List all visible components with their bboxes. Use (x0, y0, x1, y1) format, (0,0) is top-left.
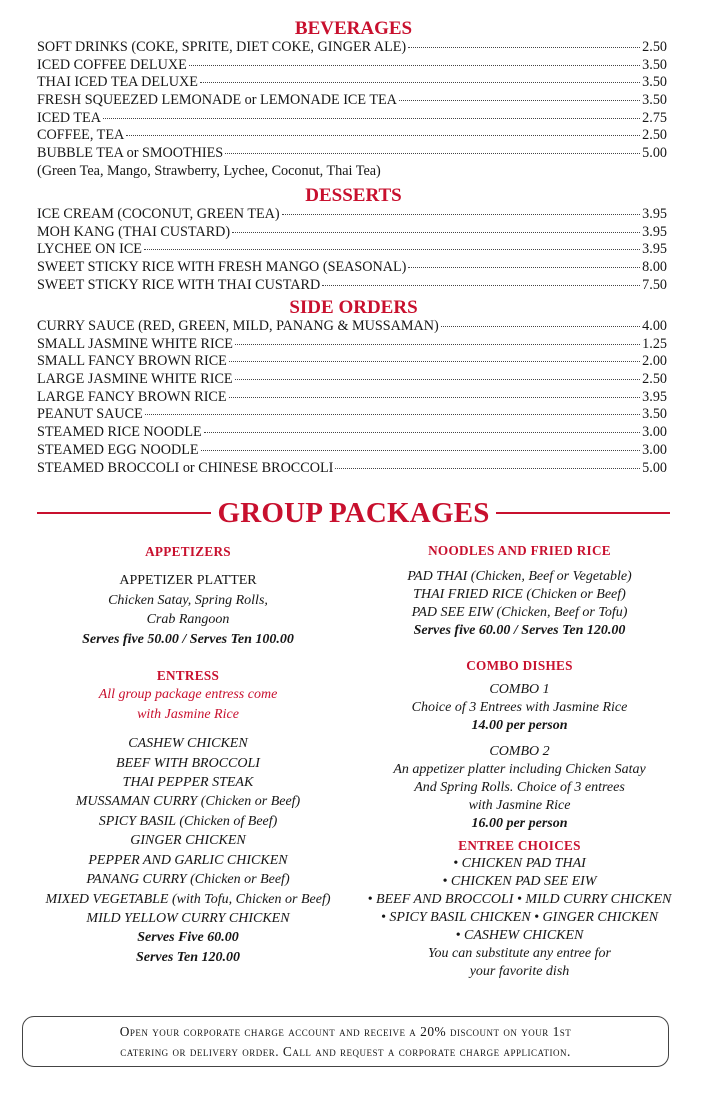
item-price: 2.50 (642, 39, 667, 55)
menu-item (37, 127, 667, 145)
dot-leader (408, 47, 640, 48)
dot-leader (229, 397, 641, 398)
item-price: 2.75 (642, 109, 667, 126)
item-name: ICE CREAM (COCONUT, GREEN TEA) (37, 206, 280, 222)
dot-leader (103, 118, 640, 119)
appetizer-platter-desc: Chicken Satay, Spring Rolls, (108, 592, 268, 608)
noodle-item: PAD THAI (Chicken, Beef or Vegetable) (407, 569, 632, 584)
entree-choices-heading: ENTREE CHOICES (458, 838, 581, 853)
combo2-desc: with Jasmine Rice (468, 798, 571, 813)
dot-leader (126, 135, 640, 136)
substitution-note: You can substitute any entree for (428, 946, 611, 961)
noodles-heading: NOODLES AND FRIED RICE (428, 543, 611, 558)
desserts-title: DESSERTS (305, 185, 402, 206)
entree-item: CASHEW CHICKEN (128, 736, 248, 752)
item-price: 2.00 (642, 353, 667, 370)
dot-leader (189, 65, 640, 66)
dot-leader (204, 432, 640, 433)
group-packages-header (37, 496, 670, 530)
menu-item (37, 224, 667, 242)
menu-item (37, 74, 667, 92)
item-name: STEAMED EGG NOODLE (37, 441, 199, 458)
menu-item (37, 145, 667, 163)
item-name: SWEET STICKY RICE WITH THAI CUSTARD (37, 276, 321, 293)
item-name: FRESH SQUEEZED LEMONADE or LEMONADE ICE TEA (37, 92, 397, 109)
divider-right (496, 512, 670, 513)
side-orders-list (37, 318, 667, 477)
item-price: 3.50 (642, 74, 667, 91)
dot-leader (408, 267, 640, 268)
combo1-desc: Choice of 3 Entrees with Jasmine Rice (411, 700, 628, 715)
item-name: SWEET STICKY RICE WITH FRESH MANGO (SEASONAL) (37, 259, 407, 276)
entree-item: BEEF WITH BROCCOLI (116, 755, 260, 771)
dot-leader (441, 326, 640, 327)
dot-leader (282, 214, 641, 215)
menu-item (37, 206, 667, 224)
entree-item: MILD YELLOW CURRY CHICKEN (86, 910, 290, 926)
menu-item (37, 353, 667, 371)
item-price: 8.00 (642, 259, 667, 276)
desserts-list (37, 206, 667, 294)
item-price: 5.00 (642, 459, 667, 476)
right-column (352, 542, 687, 981)
menu-item (37, 460, 667, 478)
combo2-title: COMBO 2 (489, 744, 550, 759)
item-name: COFFEE, TEA (37, 127, 125, 144)
corporate-account-notice (22, 1016, 669, 1067)
entress-serves-five: Serves Five 60.00 (137, 930, 239, 946)
item-price: 4.00 (642, 318, 667, 334)
bubble-tea-flavors: (Green Tea, Mango, Strawberry, Lychee, Coconut, Thai Tea) (37, 162, 381, 179)
entree-item: PEPPER AND GARLIC CHICKEN (88, 852, 288, 868)
noodle-item: PAD SEE EIW (Chicken, Beef or Tofu) (411, 605, 628, 620)
item-name: ICED COFFEE DELUXE (37, 56, 187, 73)
noodles-serves-price: Serves five 60.00 / Serves Ten 120.00 (413, 623, 626, 638)
item-name: LYCHEE ON ICE (37, 241, 142, 258)
group-packages-title: GROUP PACKAGES (217, 496, 490, 529)
dot-leader (144, 249, 640, 250)
menu-item (37, 371, 667, 389)
item-price: 2.50 (642, 371, 667, 388)
entree-item: PANANG CURRY (Chicken or Beef) (86, 872, 290, 888)
item-name: LARGE FANCY BROWN RICE (37, 388, 227, 405)
item-price: 3.95 (642, 223, 667, 240)
item-price: 3.95 (642, 388, 667, 405)
combo2-price: 16.00 per person (471, 816, 568, 831)
item-price: 7.50 (642, 276, 667, 293)
item-price: 3.95 (642, 241, 667, 258)
menu-item (37, 406, 667, 424)
beverages-list (37, 39, 667, 181)
dot-leader (225, 153, 640, 154)
item-name: LARGE JASMINE WHITE RICE (37, 371, 233, 388)
item-price: 3.00 (642, 441, 667, 458)
entree-item: THAI PEPPER STEAK (122, 775, 254, 791)
entree-item: GINGER CHICKEN (130, 833, 246, 849)
combo1-title: COMBO 1 (489, 682, 550, 697)
item-price: 3.50 (642, 406, 667, 423)
dot-leader (235, 344, 640, 345)
menu-item (37, 277, 667, 295)
item-name: STEAMED BROCCOLI or CHINESE BROCCOLI (37, 459, 334, 476)
substitution-note: your favorite dish (469, 964, 570, 979)
notice-line: catering or delivery order. Call and request a corporate charge application. (120, 1043, 571, 1059)
menu-item (37, 57, 667, 75)
dot-leader (145, 414, 640, 415)
menu-item (37, 259, 667, 277)
item-name: SMALL FANCY BROWN RICE (37, 353, 227, 370)
entress-note: with Jasmine Rice (137, 706, 239, 722)
menu-item (37, 336, 667, 354)
entree-item: MUSSAMAN CURRY (Chicken or Beef) (75, 794, 301, 810)
item-price: 5.00 (642, 145, 667, 162)
item-price: 3.95 (642, 206, 667, 222)
dot-leader (235, 379, 641, 380)
item-name: ICED TEA (37, 109, 101, 126)
entress-serves-ten: Serves Ten 120.00 (135, 949, 241, 965)
menu-item (37, 442, 667, 460)
menu-item (37, 424, 667, 442)
entree-choice: • CASHEW CHICKEN (455, 928, 584, 943)
combo2-desc: And Spring Rolls. Choice of 3 entrees (414, 780, 625, 795)
dot-leader (335, 468, 640, 469)
item-name: CURRY SAUCE (RED, GREEN, MILD, PANANG & MUSSAMAN) (37, 318, 439, 334)
item-name: PEANUT SAUCE (37, 406, 143, 423)
appetizers-heading: APPETIZERS (145, 544, 231, 559)
side-orders-title: SIDE ORDERS (289, 297, 418, 318)
entree-choice: • CHICKEN PAD THAI (453, 856, 586, 871)
item-price: 1.25 (642, 335, 667, 352)
item-name: SMALL JASMINE WHITE RICE (37, 335, 233, 352)
appetizer-platter-desc: Crab Rangoon (146, 612, 230, 628)
appetizer-platter-title: APPETIZER PLATTER (119, 573, 257, 589)
item-name: STEAMED RICE NOODLE (37, 424, 202, 441)
combo1-price: 14.00 per person (471, 718, 568, 733)
entree-choice: • CHICKEN PAD SEE EIW (442, 874, 597, 889)
appetizer-serves-price: Serves five 50.00 / Serves Ten 100.00 (82, 631, 294, 647)
entree-choice: • BEEF AND BROCCOLI • MILD CURRY CHICKEN (367, 892, 672, 907)
menu-item (37, 241, 667, 259)
menu-item (37, 389, 667, 407)
notice-line: Open your corporate charge account and receive a 20% discount on your 1st (119, 1024, 572, 1039)
dot-leader (322, 285, 640, 286)
dot-leader (201, 450, 641, 451)
menu-item (37, 110, 667, 128)
dot-leader (232, 232, 640, 233)
entree-choice: • SPICY BASIL CHICKEN • GINGER CHICKEN (380, 910, 659, 925)
divider-left (37, 512, 211, 513)
left-column (22, 542, 354, 967)
combo-heading: COMBO DISHES (466, 658, 573, 673)
dot-leader (399, 100, 640, 101)
dot-leader (200, 82, 640, 83)
item-price: 2.50 (642, 127, 667, 144)
item-name: BUBBLE TEA or SMOOTHIES (37, 145, 224, 162)
beverages-title: BEVERAGES (294, 18, 413, 39)
combo2-desc: An appetizer platter including Chicken Satay (393, 762, 646, 777)
menu-item (37, 92, 667, 110)
entree-item: MIXED VEGETABLE (with Tofu, Chicken or Beef) (45, 891, 331, 907)
item-price: 3.50 (642, 56, 667, 73)
menu-item (37, 39, 667, 57)
entress-note: All group package entress come (98, 687, 278, 703)
entree-item: SPICY BASIL (Chicken of Beef) (98, 813, 278, 829)
item-price: 3.00 (642, 424, 667, 441)
entress-heading: ENTRESS (156, 668, 220, 684)
dot-leader (229, 361, 640, 362)
menu-item (37, 318, 667, 336)
item-price: 3.50 (642, 92, 667, 109)
item-name: THAI ICED TEA DELUXE (37, 74, 198, 91)
item-name: MOH KANG (THAI CUSTARD) (37, 223, 231, 240)
item-name: SOFT DRINKS (COKE, SPRITE, DIET COKE, GINGER ALE) (37, 39, 407, 55)
noodle-item: THAI FRIED RICE (Chicken or Beef) (413, 587, 626, 602)
